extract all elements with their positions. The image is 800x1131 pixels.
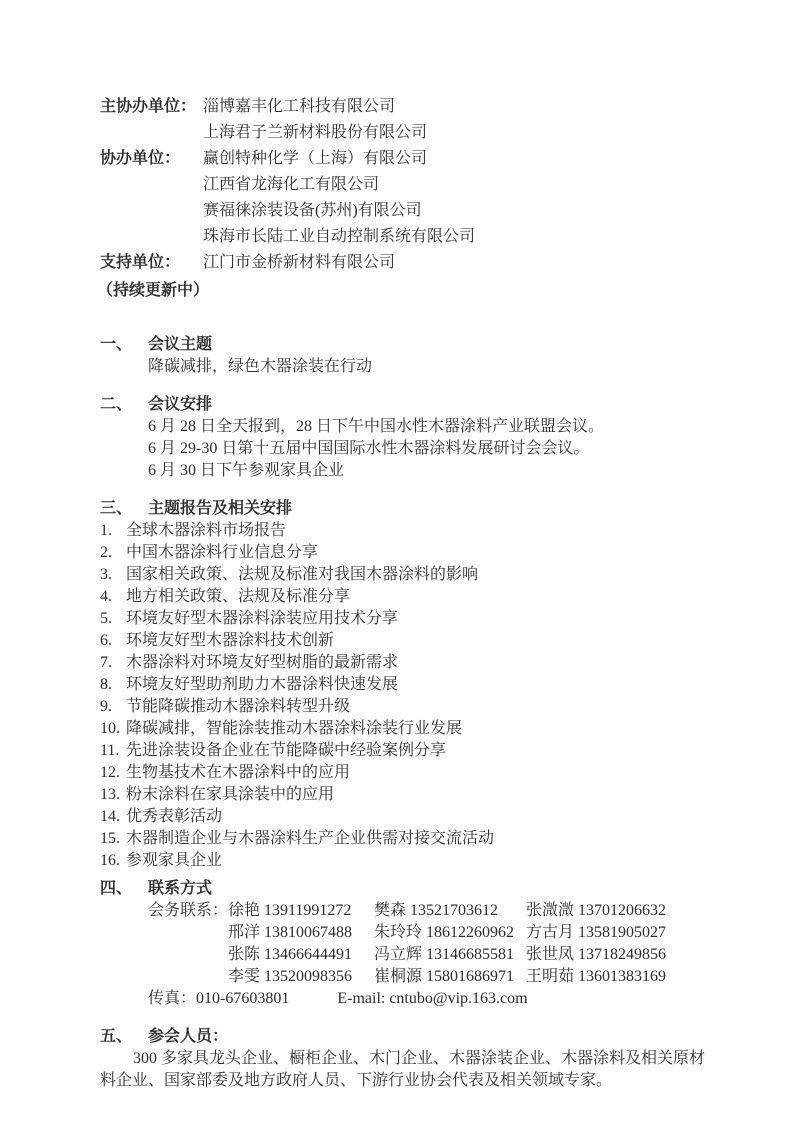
contact-phone: 13581905027 <box>578 924 667 941</box>
section-schedule-header <box>100 394 714 416</box>
contact-name: 张世凤 <box>526 946 575 963</box>
report-item-text: 木器制造企业与木器涂料生产企业供需对接交流活动 <box>126 830 495 847</box>
report-item-number: 16. <box>100 852 120 869</box>
report-item-number: 2. <box>100 544 112 561</box>
report-item <box>100 740 714 762</box>
report-item-text: 全球木器涂料市场报告 <box>126 522 287 539</box>
report-item <box>100 542 714 564</box>
report-item <box>100 564 714 586</box>
support-organizer-values <box>203 250 714 276</box>
contact-name: 李雯 <box>228 968 261 985</box>
contact-grid <box>228 900 714 988</box>
organizer-company: 江门市金桥新材料有限公司 <box>203 254 396 271</box>
contact-label: 会务联系： <box>148 902 229 919</box>
report-item <box>100 674 714 696</box>
report-item-number: 7. <box>100 654 112 671</box>
contact-entry <box>228 922 374 944</box>
contact-phone: 13718249856 <box>578 946 667 963</box>
report-item <box>100 652 714 674</box>
report-item <box>100 718 714 740</box>
contact-phone: 18612260962 <box>426 924 515 941</box>
email-label: E-mail: <box>337 990 386 1007</box>
report-item <box>100 784 714 806</box>
main-organizer-values <box>203 94 714 146</box>
contact-phone: 13466644491 <box>264 946 353 963</box>
contact-entry <box>526 966 714 988</box>
contact-entry <box>526 944 714 966</box>
fax-email-row <box>148 988 714 1010</box>
section-participants <box>100 1026 714 1092</box>
section-schedule-body <box>148 416 714 482</box>
report-item <box>100 630 714 652</box>
report-item-text: 环境友好型木器涂料涂装应用技术分享 <box>126 610 399 627</box>
report-item <box>100 762 714 784</box>
contact-entry <box>526 900 714 922</box>
section-theme-header <box>100 334 714 356</box>
report-item-number: 6. <box>100 632 112 649</box>
report-item-number: 8. <box>100 676 112 693</box>
contact-name: 张陈 <box>228 946 261 963</box>
co-organizer-values <box>203 146 714 250</box>
contact-phone: 13911991272 <box>264 902 352 919</box>
report-item <box>100 696 714 718</box>
report-item <box>100 828 714 850</box>
report-item-number: 10. <box>100 720 120 737</box>
report-item-text: 粉末涂料在家具涂装中的应用 <box>126 786 335 803</box>
report-item-number: 12. <box>100 764 120 781</box>
participants-paragraph: 300 多家具龙头企业、橱柜企业、木门企业、木器涂装企业、木器涂料及相关原材料企业、国家部委及地方政府人员、下游行业协会代表及相关领域专家。 <box>100 1050 706 1089</box>
report-item-text: 中国木器涂料行业信息分享 <box>126 544 319 561</box>
contact-name: 方古月 <box>526 924 575 941</box>
report-item-text: 环境友好型助剂助力木器涂料快速发展 <box>126 676 399 693</box>
report-item-number: 1. <box>100 522 112 539</box>
contact-phone: 13701206632 <box>578 902 667 919</box>
section-number: 一、 <box>100 336 133 353</box>
contact-entry <box>374 944 526 966</box>
contact-name: 冯立辉 <box>374 946 423 963</box>
contact-name: 朱玲玲 <box>374 924 423 941</box>
report-item-number: 13. <box>100 786 120 803</box>
schedule-line: 6 月 30 日下午参观家具企业 <box>148 462 345 479</box>
section-number: 五、 <box>100 1028 133 1045</box>
report-item <box>100 520 714 542</box>
report-item-text: 节能降碳推动木器涂料转型升级 <box>126 698 351 715</box>
report-item-text: 木器涂料对环境友好型树脂的最新需求 <box>126 654 399 671</box>
section-number: 三、 <box>100 500 133 517</box>
report-item-text: 国家相关政策、法规及标准对我国木器涂料的影响 <box>126 566 479 583</box>
theme-content: 降碳减排，绿色木器涂装在行动 <box>148 358 373 375</box>
main-organizer-label: 主协办单位： <box>100 98 197 115</box>
organizer-company: 淄博嘉丰化工科技有限公司 <box>203 98 396 115</box>
report-item-text: 地方相关政策、法规及标准分享 <box>126 588 351 605</box>
report-item-number: 11. <box>100 742 120 759</box>
section-theme <box>100 334 714 378</box>
report-item-number: 15. <box>100 830 120 847</box>
support-organizer-label: 支持单位： <box>100 254 181 271</box>
organizer-company: 江西省龙海化工有限公司 <box>203 176 380 193</box>
contact-entry <box>526 922 714 944</box>
report-item-text: 生物基技术在木器涂料中的应用 <box>126 764 351 781</box>
section-schedule <box>100 394 714 482</box>
section-title: 会议主题 <box>148 336 213 353</box>
schedule-line: 6 月 28 日全天报到，28 日下午中国水性木器涂料产业联盟会议。 <box>148 418 605 435</box>
section-number: 二、 <box>100 396 133 413</box>
report-item-number: 9. <box>100 698 112 715</box>
section-contacts-header <box>100 878 714 900</box>
section-theme-body <box>148 356 714 378</box>
fax-label: 传真： <box>148 990 197 1007</box>
co-organizer-label: 协办单位： <box>100 150 181 167</box>
section-title: 主题报告及相关安排 <box>148 500 293 517</box>
contact-entry <box>374 922 526 944</box>
organizer-company: 赢创特种化学（上海）有限公司 <box>203 150 428 167</box>
report-item-text: 优秀表彰活动 <box>126 808 223 825</box>
report-item <box>100 608 714 630</box>
report-item-number: 14. <box>100 808 120 825</box>
contact-phone: 13810067488 <box>264 924 353 941</box>
contact-entry <box>228 966 374 988</box>
contact-phone: 13146685581 <box>426 946 515 963</box>
contact-phone: 13521703612 <box>410 902 499 919</box>
contact-phone: 13601383169 <box>578 968 667 985</box>
report-item-text: 环境友好型木器涂料技术创新 <box>126 632 335 649</box>
contact-entry <box>374 900 526 922</box>
contact-block <box>148 900 714 988</box>
section-title: 会议安排 <box>148 396 213 413</box>
report-item <box>100 850 714 872</box>
co-organizer-row <box>100 146 714 250</box>
section-title: 参会人员： <box>148 1028 229 1045</box>
organizer-company: 上海君子兰新材料股份有限公司 <box>203 124 428 141</box>
contact-name: 王明茹 <box>526 968 575 985</box>
organizer-company: 赛福徕涂装设备(苏州)有限公司 <box>203 202 422 219</box>
report-item-number: 4. <box>100 588 112 605</box>
section-contacts <box>100 878 714 1010</box>
contact-entry <box>228 900 374 922</box>
document-content <box>97 94 714 1092</box>
section-participants-header <box>100 1026 714 1048</box>
contact-name: 樊森 <box>374 902 407 919</box>
report-item-text: 先进涂装设备企业在节能降碳中经验案例分享 <box>126 742 447 759</box>
main-organizer-row <box>100 94 714 146</box>
section-reports-header <box>100 498 714 520</box>
email-address: cntubo@vip.163.com <box>389 990 528 1007</box>
contact-entry <box>228 944 374 966</box>
report-item <box>100 586 714 608</box>
section-number: 四、 <box>100 880 133 897</box>
section-reports <box>100 498 714 872</box>
contact-name: 徐艳 <box>228 902 261 919</box>
contact-name: 张溦溦 <box>526 902 575 919</box>
section-title: 联系方式 <box>148 880 213 897</box>
fax-number: 010-67603801 <box>196 990 290 1007</box>
report-item-text: 参观家具企业 <box>126 852 223 869</box>
updating-note: （持续更新中） <box>97 282 210 299</box>
report-list <box>100 520 714 872</box>
contact-phone: 13520098356 <box>264 968 353 985</box>
schedule-line: 6 月 29-30 日第十五届中国国际水性木器涂料发展研讨会会议。 <box>148 440 590 457</box>
contact-name: 邢洋 <box>228 924 261 941</box>
contact-phone: 15801686971 <box>426 968 515 985</box>
support-organizer-row <box>100 250 714 276</box>
report-item <box>100 806 714 828</box>
contact-name: 崔桐源 <box>374 968 423 985</box>
report-item-number: 3. <box>100 566 112 583</box>
report-item-text: 降碳减排，智能涂装推动木器涂料涂装行业发展 <box>126 720 463 737</box>
contact-entry <box>374 966 526 988</box>
organizer-company: 珠海市长陆工业自动控制系统有限公司 <box>203 228 476 245</box>
report-item-number: 5. <box>100 610 112 627</box>
